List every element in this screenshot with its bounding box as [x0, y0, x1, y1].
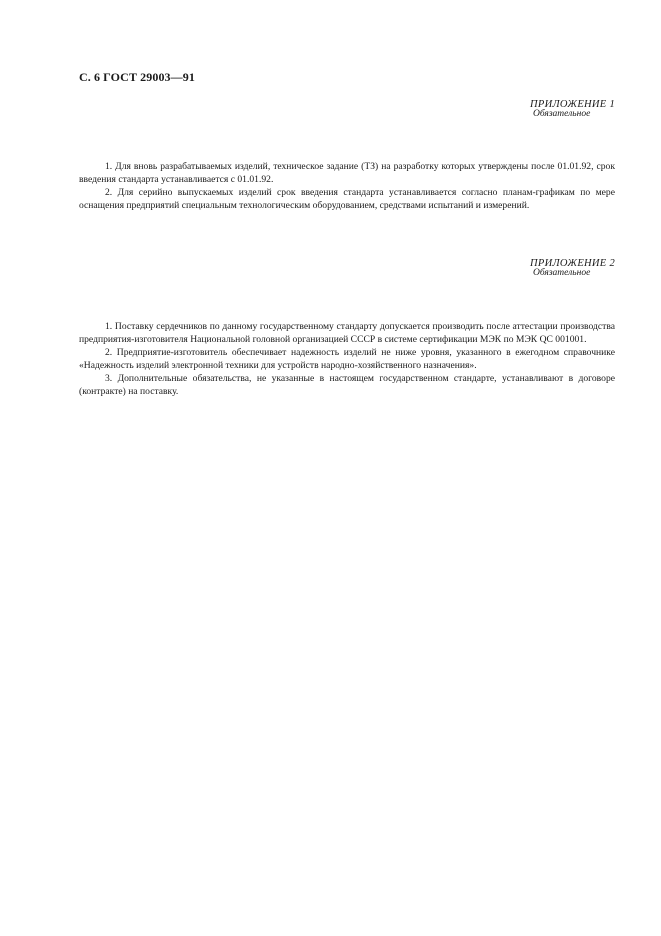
appendix-2-paragraph-1: 1. Поставку сердечников по данному государственному стандарту допускается производить после аттестации производства предприятия-изготовителя Национальной головной организацией СССР в системе сертификации МЭК по МЭК QC 001001.: [79, 321, 615, 345]
appendix-1-body: [79, 160, 615, 212]
appendix-2-status: Обязательное: [533, 268, 591, 278]
appendix-2-title: ПРИЛОЖЕНИЕ 2: [530, 258, 615, 269]
appendix-2-paragraph-2: 2. Предприятие-изготовитель обеспечивает надежность изделий не ниже уровня, указанного в ежегодном справочнике «Надежность изделий электронной техники для устройств народно-хозяйственного назначения».: [79, 347, 615, 371]
appendix-1-paragraph-2: 2. Для серийно выпускаемых изделий срок введения стандарта устанавливается согласно планам-графикам по мере оснащения предприятий специальным технологическим оборудованием, средствами испытаний и измерений.: [79, 187, 615, 211]
appendix-1-heading: [530, 99, 615, 119]
appendix-1-paragraph-1: 1. Для вновь разрабатываемых изделий, техническое задание (ТЗ) на разработку которых утверждены после 01.01.92, срок введения стандарта устанавливается с 01.01.92.: [79, 161, 615, 185]
appendix-2-heading: [530, 258, 615, 278]
appendix-2-paragraph-3: 3. Дополнительные обязательства, не указанные в настоящем государственном стандарте, устанавливают в договоре (контракте) на поставку.: [79, 373, 615, 397]
appendix-2-body: [79, 320, 615, 398]
page-header: С. 6 ГОСТ 29003—91: [79, 70, 195, 84]
appendix-1-status: Обязательное: [533, 109, 591, 119]
appendix-1-title: ПРИЛОЖЕНИЕ 1: [530, 99, 615, 110]
